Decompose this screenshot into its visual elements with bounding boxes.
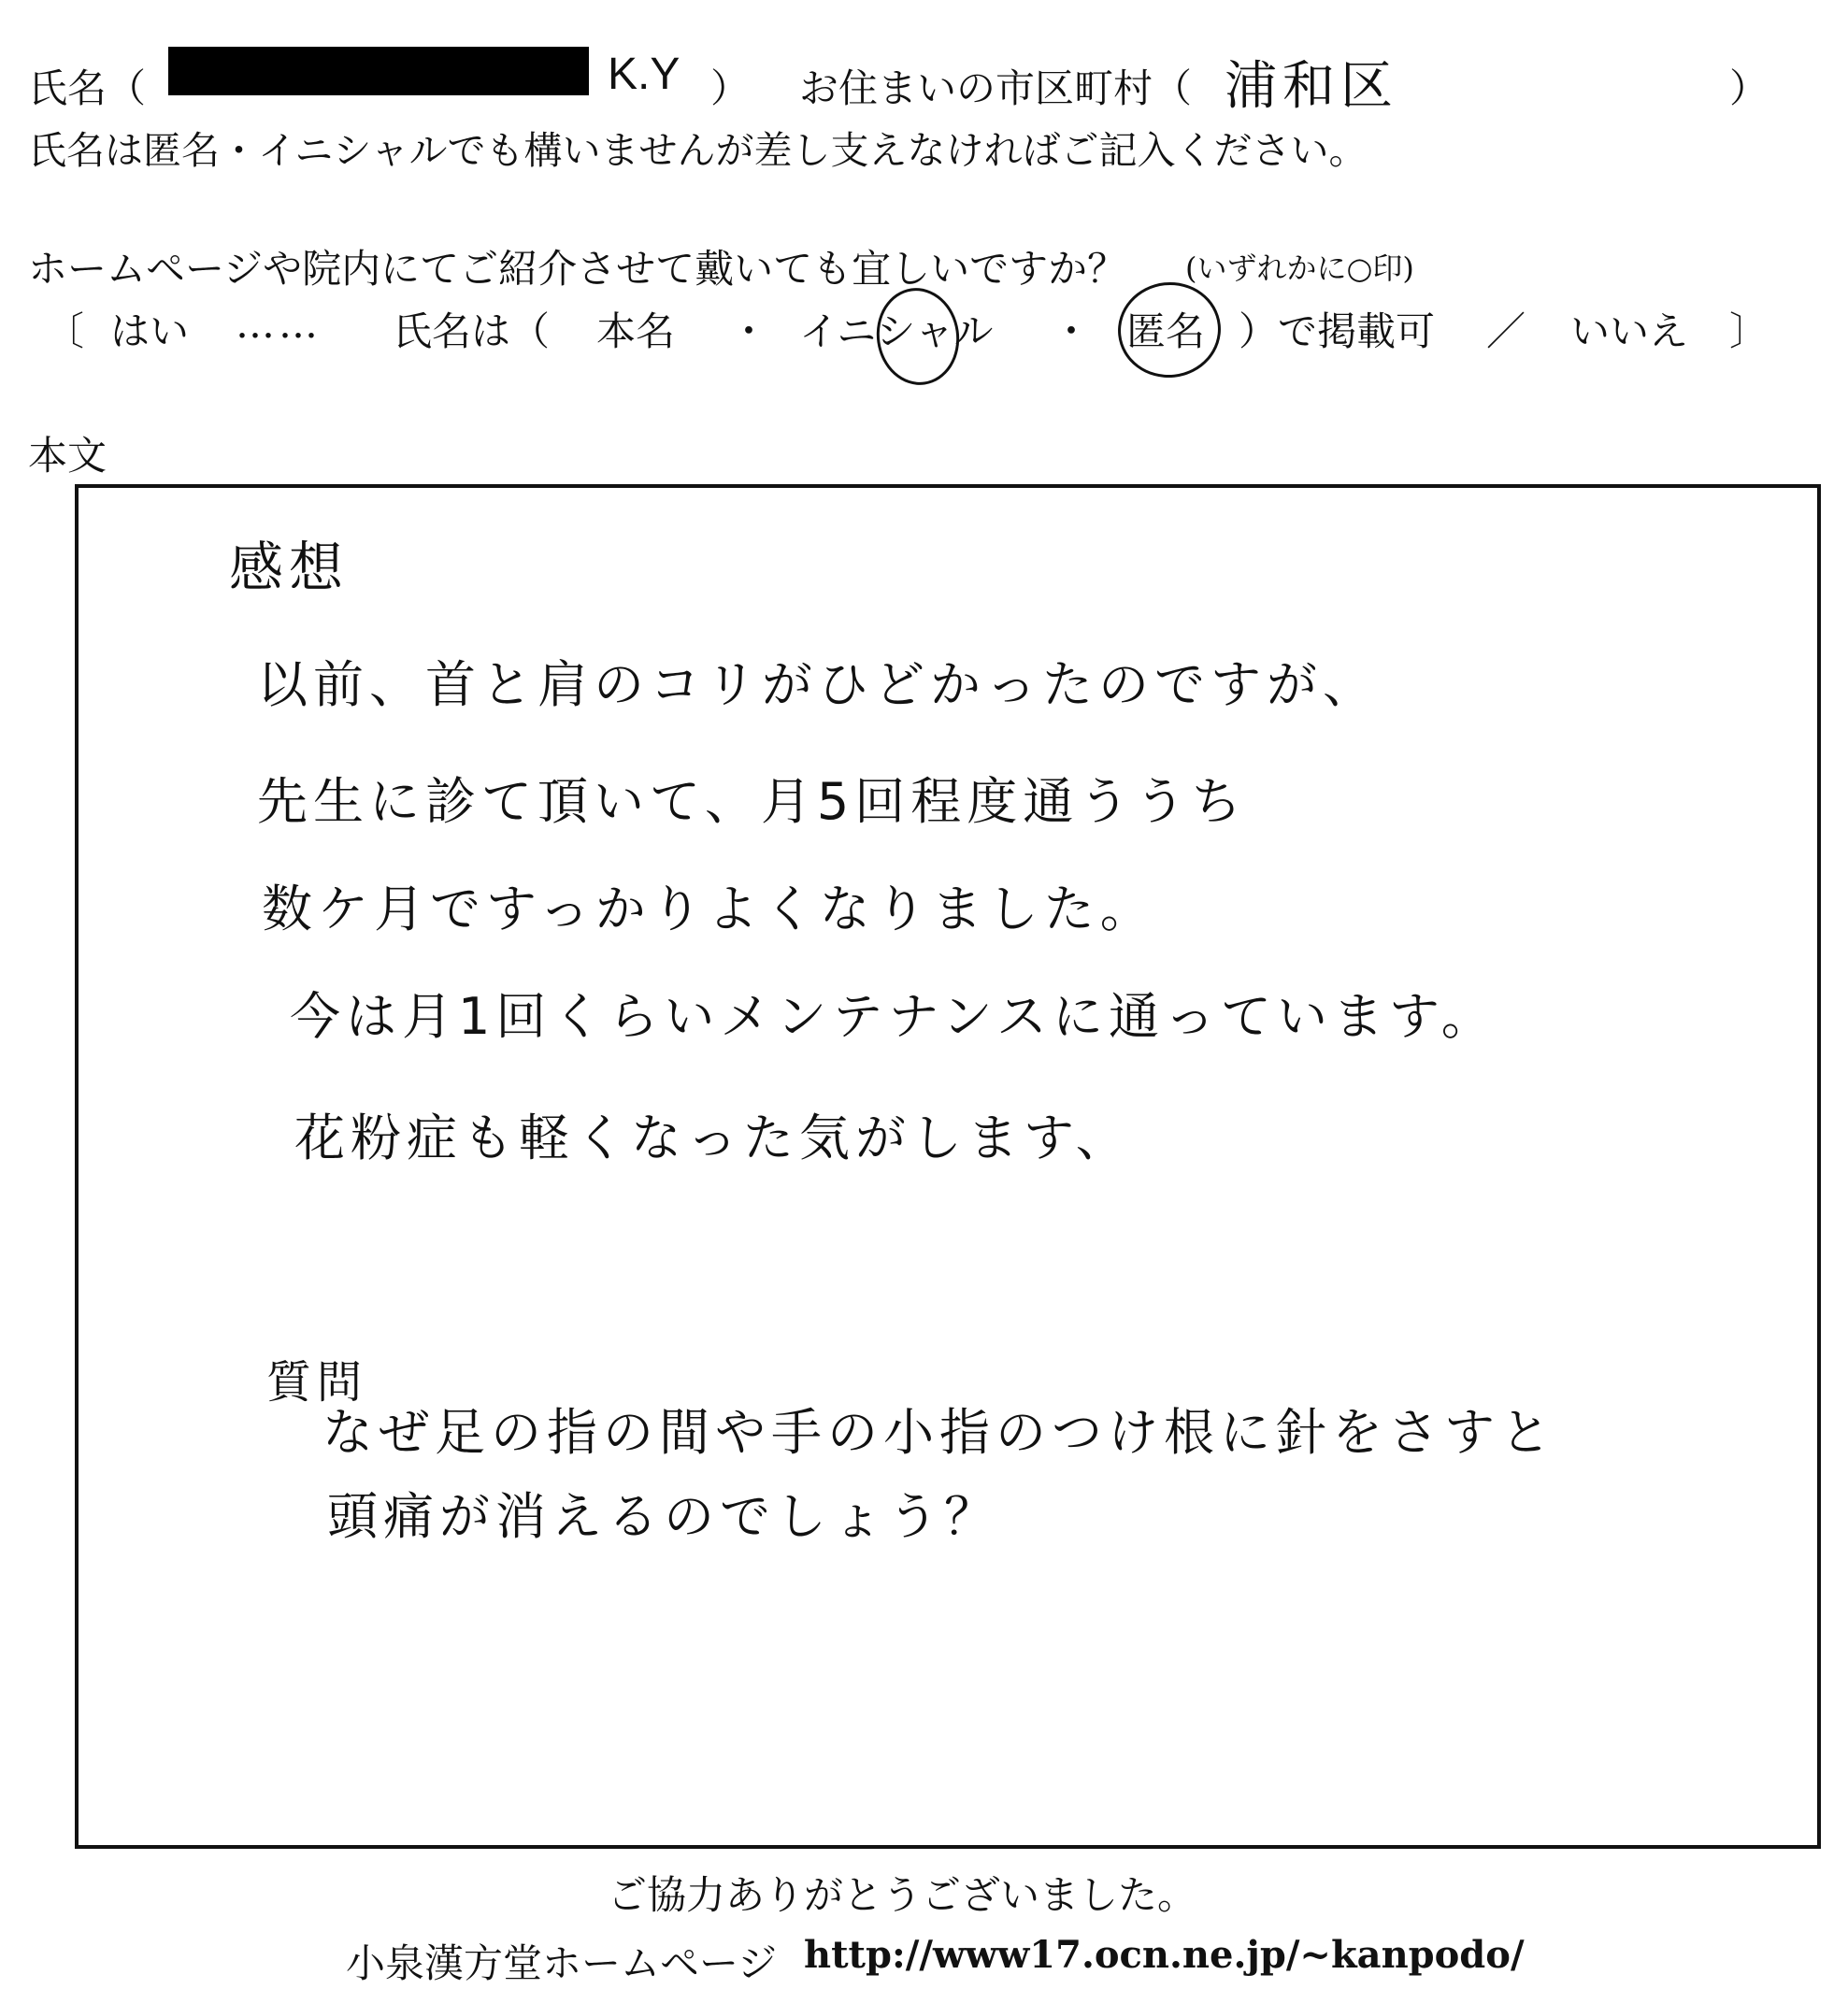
option-no[interactable]: いいえ (1570, 308, 1689, 354)
anonymous-selection-circle (1113, 278, 1225, 383)
option-anonymous[interactable]: 匿名 (1126, 308, 1206, 354)
site-url-link[interactable]: http://www17.ocn.ne.jp/~kanpodo/ (804, 1933, 1525, 1977)
close-bracket: 〕 (1729, 308, 1769, 354)
thanks-message: ご協力ありがとうございました。 (608, 1872, 1197, 1918)
question-line: 頭痛が消えるのでしょう？ (327, 1487, 1000, 1546)
publish-ok-label: ）で掲載可 (1239, 308, 1436, 354)
initial-selection-circle (870, 282, 966, 390)
question-line: なぜ足の指の間や手の小指のつけ根に針をさすと (322, 1403, 1556, 1462)
impression-line: 先生に診て頂いて、月5回程度通ううち (257, 772, 1248, 831)
body-label: 本文 (28, 433, 107, 479)
name-is-label: 氏名は（ (393, 308, 551, 354)
separator-dot: ・ (729, 308, 769, 354)
dots-leader: …… (236, 301, 322, 347)
impression-line: 今は月1回くらいメンテナンスに通っています。 (290, 987, 1497, 1046)
impression-line: 以前、首と肩のコリがひどかったのですが、 (257, 655, 1379, 714)
consent-hint: (いずれかに○印) (1185, 250, 1414, 286)
anonymous-note: 氏名は匿名・イニシャルでも構いませんが差し支えなければご記入ください。 (28, 128, 1368, 173)
open-bracket: 〔 (45, 308, 85, 354)
question-heading: 質問 (266, 1356, 368, 1409)
impression-heading: 感想 (229, 536, 350, 599)
option-real-name[interactable]: 本名 (596, 308, 676, 354)
slash-separator: ／ (1486, 308, 1526, 354)
option-yes[interactable]: はい (110, 308, 190, 354)
city-label: お住まいの市区町村（ (799, 65, 1193, 111)
option-initial[interactable]: イニシャル (799, 308, 994, 354)
site-label: 小泉漢方堂ホームページ (346, 1940, 778, 1986)
name-value: K.Y (608, 50, 680, 99)
name-label: 氏名（ (28, 65, 147, 111)
name-close: ） (710, 65, 751, 111)
city-value: 浦和区 (1225, 56, 1398, 117)
consent-question: ホームページや院内にてご紹介させて戴いても宜しいですか？ (28, 246, 1127, 292)
separator-dot: ・ (1052, 308, 1092, 354)
impression-line: 花粉症も軽くなった気がします、 (294, 1109, 1132, 1167)
city-close: ） (1729, 65, 1769, 111)
redacted-name-block (168, 47, 589, 95)
impression-line: 数ケ月ですっかりよくなりました。 (262, 880, 1156, 938)
